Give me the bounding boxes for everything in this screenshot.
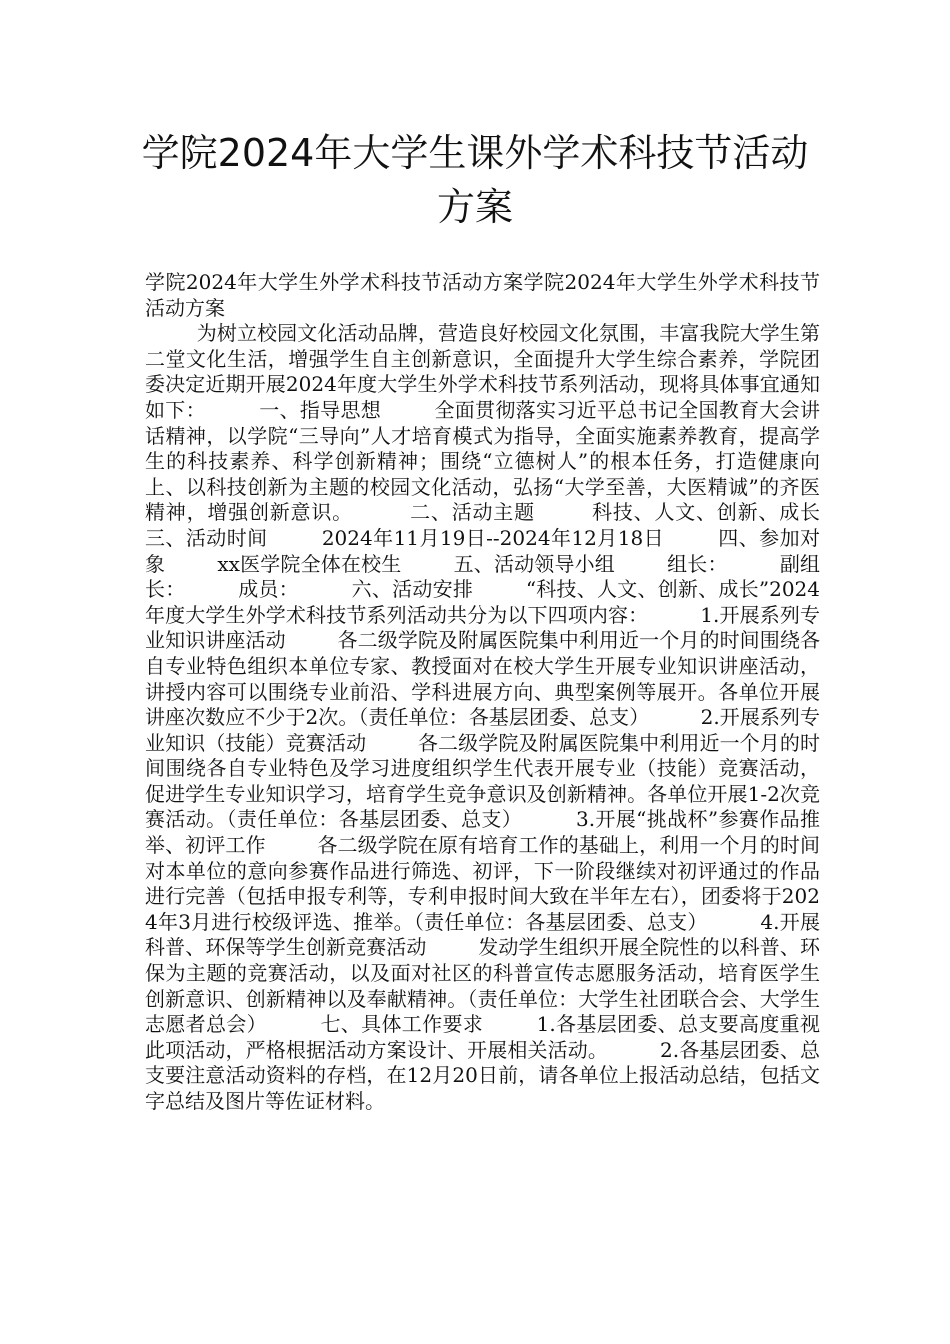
- document-title: 学院2024年大学生课外学术科技节活动方案: [141, 131, 809, 229]
- document-body: 学院2024年大学生外学术科技节活动方案学院2024年大学生外学术科技节活动方案 为树立校园文化活动品牌，营造良好校园文化氛围，丰富我院大学生第二堂文化生活，增强学生自主创新意识，全面提升大学生综合素养，学院团委决定近期开展2024年度大学生外学术科技节系列活动，现将具体事宜通知如下： 一、指导思想 全面贯彻落实习近平总书记全国教育大会讲话精神，以学院“三导向”人才培育模式为指导，全面实施素养教育，提高学生的科技素养、科学创新精神；围绕“立德树人”的根本任务，打造健康向上、以科技创新为主题的校园文化活动，弘扬“大学至善，大医精诚”的齐医精神，增强创新意识。 二、活动主题 科技、人文、创新、成长 三、活动时间 2024年11月19日--2024年12月18日 四、参加对象 xx医学院全体在校生 五、活动领导小组 组长： 副组长： 成员： 六、活动安排 “科技、人文、创新、成长”2024年度大学生外学术科技节系列活动共分为以下四项内容： 1.开展系列专业知识讲座活动 各二级学院及附属医院集中利用近一个月的时间围绕各自专业特色组织本单位专家、教授面对在校大学生开展专业知识讲座活动，讲授内容可以围绕专业前沿、学科进展方向、典型案例等展开。各单位开展讲座次数应不少于2次。（责任单位：各基层团委、总支） 2.开展系列专业知识（技能）竞赛活动 各二级学院及附属医院集中利用近一个月的时间围绕各自专业特色及学习进度组织学生代表开展专业（技能）竞赛活动，促进学生专业知识学习，培育学生竞争意识及创新精神。各单位开展1-2次竞赛活动。（责任单位：各基层团委、总支） 3.开展“挑战杯”参赛作品推举、初评工作 各二级学院在原有培育工作的基础上，利用一个月的时间对本单位的意向参赛作品进行筛选、初评，下一阶段继续对初评通过的作品进行完善（包括申报专利等，专利申报时间大致在半年左右），团委将于2024年3月进行校级评选、推举。（责任单位：各基层团委、总支） 4.开展科普、环保等学生创新竞赛活动 发动学生组织开展全院性的以科普、环保为主题的竞赛活动，以及面对社区的科普宣传志愿服务活动，培育医学生创新意识、创新精神以及奉献精神。（责任单位：大学生社团联合会、大学生志愿者总会） 七、具体工作要求 1.各基层团委、总支要高度重视此项活动，严格根据活动方案设计、开展相关活动。 2.各基层团委、总支要注意活动资料的存档，在12月20日前，请各单位上报活动总结，包括文字总结及图片等佐证材料。: [145, 270, 821, 1113]
